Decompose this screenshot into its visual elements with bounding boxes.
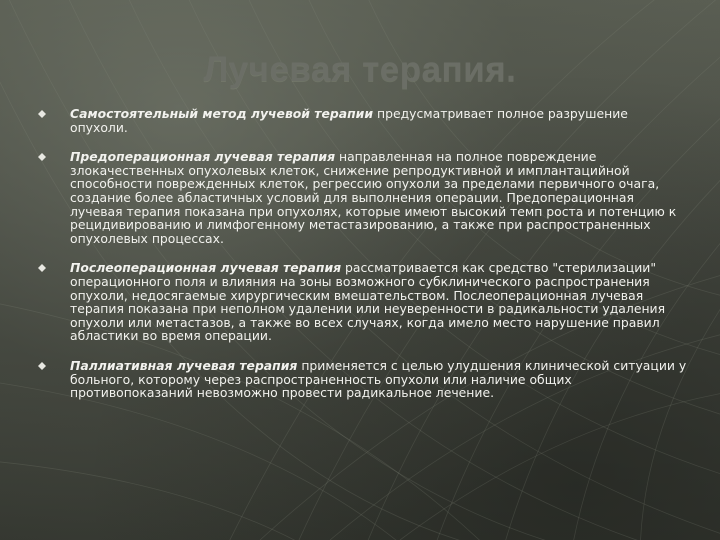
diamond-bullet-icon: [38, 153, 46, 161]
list-item: [38, 107, 688, 134]
list-item: [38, 150, 688, 245]
item-text: применяется с целью улудшения клинической ситуации у больного, которому через распространенность опухоли или наличие общих противопоказаний невозможно провести радикальное лечение.: [70, 357, 687, 401]
item-term: Предоперационная лучевая терапия: [70, 149, 336, 165]
item-term: Паллиативная лучевая терапия: [70, 357, 298, 373]
item-text: направленная на полное повреждение злокачественных опухолевых клеток, снижение репродуктивной и имплантацийной способности поврежденных клеток, регрессию опухоли за пределами первичного очага, создание более абластичных условий для выполнения операции. Предоперационная лучевая терапия показана при опухолях, которые имеют высокий темп роста и потенцию к рецидивированию и лимфогенному метастазированию, а также при распространенных опухолевых процессах.: [70, 149, 677, 246]
slide-title: Лучевая терапия.: [203, 50, 517, 89]
list-item: [38, 261, 688, 343]
item-text: рассматривается как средство "стерилизации" операционного поля и влияния на зоны возможного субклинического распространения опухоли, недосягаемые хирургическим вмешательством. Послеоперационная лучевая терапия показана при неполном удалении или неуверенности в радикальности удаления опухоли или метастазов, а также во всех случаях, когда имело место нарушение правил абластики во время операции.: [70, 260, 666, 344]
diamond-bullet-icon: [38, 264, 46, 272]
item-term: Самостоятельный метод лучевой терапии: [70, 106, 374, 121]
list-item: [38, 359, 688, 400]
diamond-bullet-icon: [38, 110, 46, 118]
item-term: Послеоперационная лучевая терапия: [70, 260, 342, 276]
item-text: предусматривает полное разрушение опухоли.: [70, 106, 628, 135]
bullet-list: [38, 107, 688, 416]
diamond-bullet-icon: [38, 362, 46, 370]
